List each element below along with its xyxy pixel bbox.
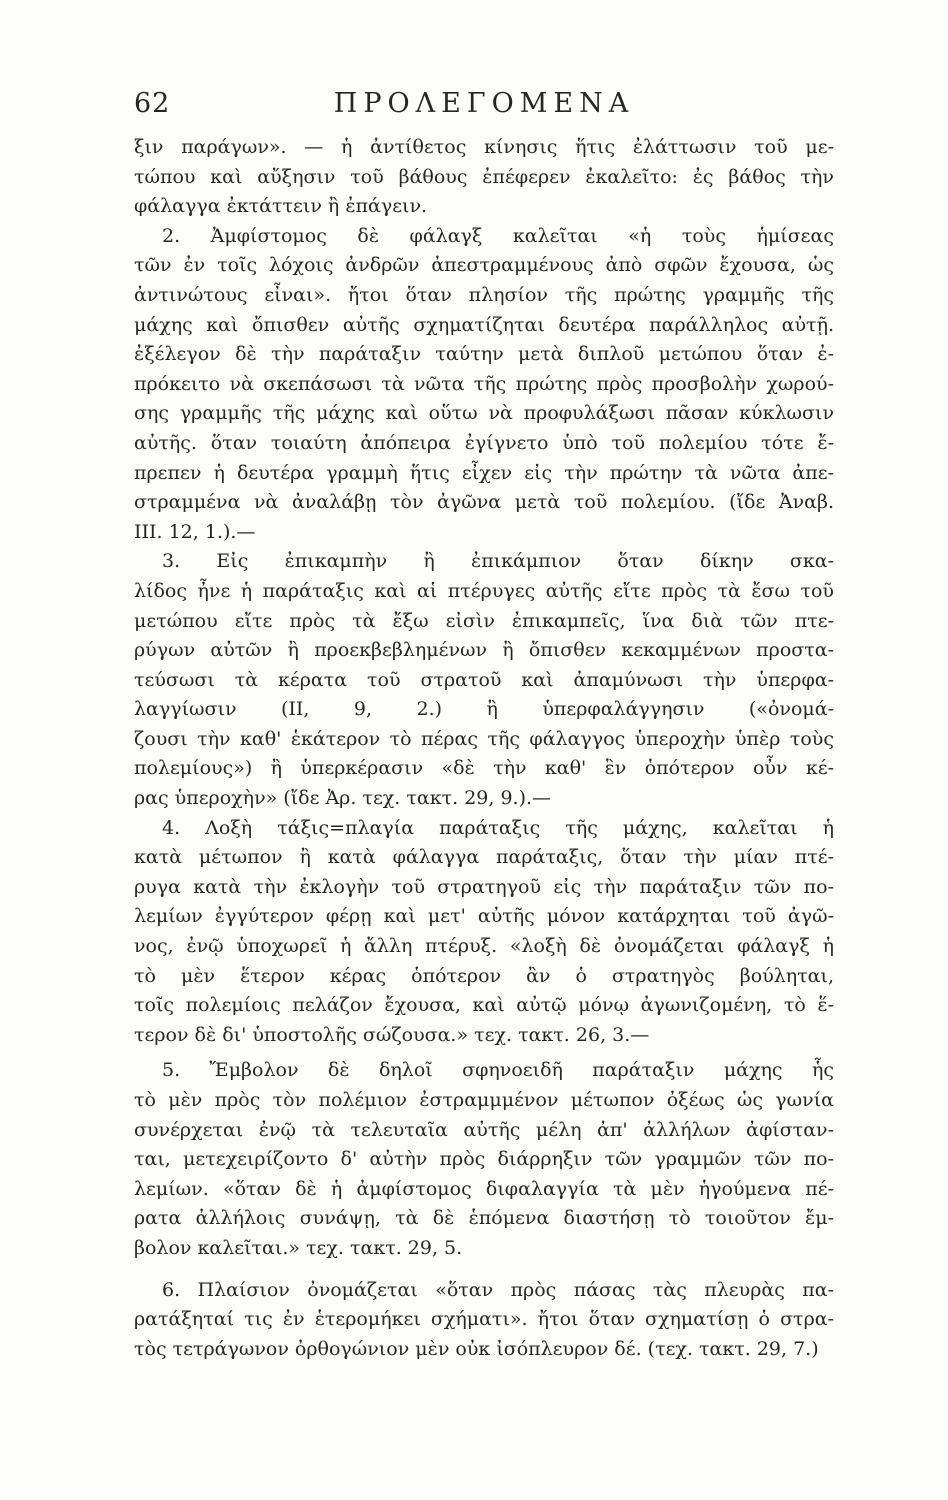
text-line: νος, ἐνῷ ὑποχωρεῖ ἡ ἄλλη πτέρυξ. «λοξὴ δὲ ὀνομάζεται φάλαγξ ἡ (134, 935, 834, 958)
text-line: φάλαγγα ἐκτάττειν ἢ ἐπάγειν. (134, 195, 428, 218)
text-line: μετώπου εἴτε πρὸς τὰ ἔξω εἰσὶν ἐπικαμπεῖς, ἵνα διὰ τῶν πτε- (134, 609, 834, 632)
page-number: 62 (134, 88, 171, 119)
text-line: ρυγα κατὰ τὴν ἐκλογὴν τοῦ στρατηγοῦ εἰς τὴν παράταξιν τῶν πο- (134, 875, 834, 898)
text-line: ρατα ἀλλήλοις συνάψῃ, τὰ δὲ ἑπόμενα διαστήσῃ τὸ τοιοῦτον ἔμ- (134, 1207, 834, 1230)
text-line: τὸ μὲν ἕτερον κέρας ὁπότερον ἂν ὁ στρατηγὸς βούληται, (134, 964, 834, 987)
text-line: ξιν παράγων». — ἡ ἀντίθετος κίνησις ἥτις ἐλάττωσιν τοῦ με- (134, 136, 834, 158)
text-line: πρόκειτο νὰ σκεπάσωσι τὰ νῶτα τῆς πρώτης πρὸς προσβολὴν χωρού- (134, 372, 834, 395)
paragraph-6-start: 6. Πλαίσιον ὀνομάζεται «ὅταν πρὸς πάσας τὰς πλευρὰς πα- (162, 1278, 834, 1301)
text-line: ζουσι τὴν καθ' ἑκάτερον τὸ πέρας τῆς φάλαγγος ὑπεροχὴν ὑπὲρ τοὺς (134, 727, 834, 750)
text-line: ρας ὑπεροχὴν» (ἴδε Ἀρ. τεχ. τακτ. 29, 9.).— (134, 787, 552, 810)
text-line: ἐξέλεγον δὲ τὴν παράταξιν ταύτην μετὰ διπλοῦ μετώπου ὅταν ἐ- (134, 343, 834, 366)
running-title: ΠΡΟΛΕΓΟΜΕΝΑ (333, 88, 635, 119)
text-line: κατὰ μέτωπον ἢ κατὰ φάλαγγα παράταξις, ὅταν τὴν μίαν πτέ- (134, 846, 834, 869)
text-line: ἀντινώτους εἶναι». ἤτοι ὅταν πλησίον τῆς πρώτης γραμμῆς τῆς (134, 283, 834, 306)
paragraph-3-start: 3. Εἰς ἐπικαμπὴν ἢ ἐπικάμπιον ὅταν δίκην σκα- (162, 550, 834, 573)
text-line: ρύγων αὐτῶν ἢ προεκβεβλημένων ἢ ὄπισθεν κεκαμμένων προστα- (134, 639, 834, 662)
text-line: πρεπεν ἡ δευτέρα γραμμὴ ἥτις εἶχεν εἰς τὴν πρώτην τὰ νῶτα ἀπε- (134, 461, 834, 484)
paragraph-5-start: 5. Ἔμβολον δὲ δηλοῖ σφηνοειδῆ παράταξιν μάχης ἧς (162, 1059, 834, 1082)
text-line: μάχης καὶ ὄπισθεν αὐτῆς σχηματίζηται δευτέρα παράλληλος αὐτῇ. (134, 313, 834, 336)
text-line: τῶν ἐν τοῖς λόχοις ἀνδρῶν ἀπεστραμμένους ἀπὸ σφῶν ἔχουσα, ὡς (134, 254, 834, 277)
text-line: στραμμένα νὰ ἀναλάβῃ τὸν ἀγῶνα μετὰ τοῦ πολεμίου. (ἴδε Ἀναβ. (134, 491, 834, 514)
text-line: ται, μετεχειρίζοντο δ' αὐτὴν πρὸς διάρρηξιν τῶν γραμμῶν τῶν πο- (134, 1148, 834, 1171)
text-line: τώπου καὶ αὔξησιν τοῦ βάθους ἐπέφερεν ἐκαλεῖτο: ἐς βάθος τὴν (134, 165, 834, 188)
text-line: ρατάξηταί τις ἐν ἑτερομήκει σχήματι». ἤτοι ὅταν σχηματίσῃ ὁ στρα- (134, 1308, 834, 1331)
text-line: τὸ μὲν πρὸς τὸν πολέμιον ἐστραμμμένον μέτωπον ὀξέως ὡς γωνία (134, 1089, 834, 1111)
text-line: III. 12, 1.).— (134, 520, 256, 543)
text-line: πολεμίους») ἢ ὑπερκέρασιν «δὲ τὴν καθ' ἓν ὁπότερον οὖν κέ- (134, 757, 834, 780)
text-body (134, 133, 834, 1364)
text-line: λεμίων. «ὅταν δὲ ἡ ἀμφίστομος διφαλαγγία τὰ μὲν ἡγούμενα πέ- (134, 1177, 834, 1200)
text-line: συνέρχεται ἐνῷ τὰ τελευταῖα αὐτῆς μέλη ἀπ' ἀλλήλων ἀφίσταν- (134, 1118, 834, 1141)
text-line: αὐτῆς. ὅταν τοιαύτη ἀπόπειρα ἐγίγνετο ὑπὸ τοῦ πολεμίου τότε ἔ- (134, 431, 834, 454)
text-line: τεύσωσι τὰ κέρατα τοῦ στρατοῦ καὶ ἀπαμύνωσι τὴν ὑπερφα- (134, 668, 834, 691)
text-line: λεμίων ἐγγύτερον φέρῃ καὶ μετ' αὐτῆς μόνον κατάρχηται τοῦ ἀγῶ- (134, 905, 834, 928)
text-line: τερον δὲ δι' ὑποστολῆς σώζουσα.» τεχ. τακτ. 26, 3.— (134, 1023, 650, 1046)
text-line: λαγγίωσιν (II, 9, 2.) ἢ ὑπερφαλάγγησιν («ὀνομά- (134, 698, 834, 721)
page-header (134, 88, 834, 128)
text-line: σης γραμμῆς τῆς μάχης καὶ οὕτω νὰ προφυλάξωσι πᾶσαν κύκλωσιν (134, 402, 834, 425)
paragraph-4-start: 4. Λοξὴ τάξις=πλαγία παράταξις τῆς μάχης, καλεῖται ἡ (162, 816, 834, 839)
text-line: βολον καλεῖται.» τεχ. τακτ. 29, 5. (134, 1236, 463, 1259)
text-line: τὸς τετράγωνον ὀρθογώνιον μὲν οὐκ ἰσόπλευρον δέ. (τεχ. τακτ. 29, 7.) (134, 1337, 819, 1360)
text-line: τοῖς πολεμίοις πελάζον ἔχουσα, καὶ αὐτῷ μόνῳ ἀγωνιζομένη, τὸ ἕ- (134, 994, 834, 1017)
text-line: λίδος ἦνε ἡ παράταξις καὶ αἱ πτέρυγες αὐτῆς εἴτε πρὸς τὰ ἔσω τοῦ (134, 579, 834, 602)
paragraph-2-start: 2. Ἀμφίστομος δὲ φάλαγξ καλεῖται «ἡ τοὺς ἡμίσεας (162, 224, 834, 247)
